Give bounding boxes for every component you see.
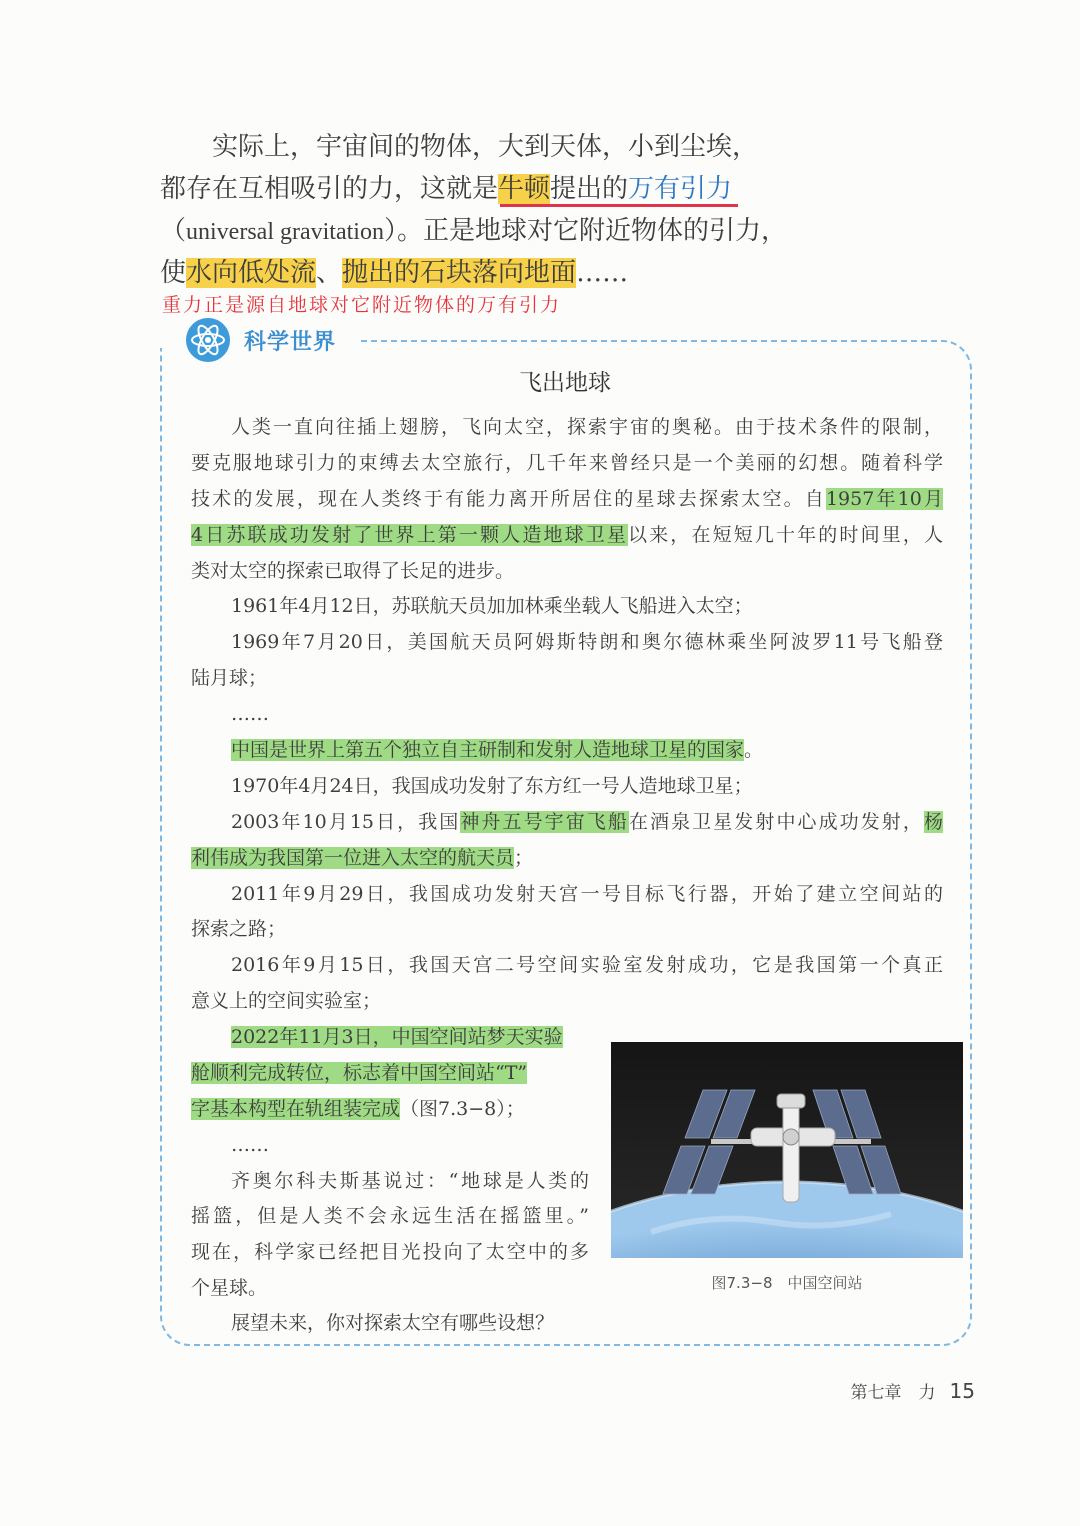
water-flow-highlight: 水向低处流 [186, 258, 317, 288]
quote-line-2: 摇篮，但是人类不会永远生活在摇篮里。” [191, 1205, 589, 1228]
shenzhou-highlight: 神舟五号宇宙飞船 [460, 810, 629, 833]
mengtian-highlight-1: 2022年11月3日，中国空间站梦天实验 [231, 1026, 563, 1048]
china-satellite-end: 。 [744, 739, 764, 762]
ellipsis-2: …… [231, 1133, 269, 1156]
intro-line-4 [160, 252, 760, 294]
p1-line-4-text: 以来，在短短几十年的时间里，人 [628, 523, 943, 546]
sputnik-date-highlight: 1957年10月 [825, 487, 943, 510]
page-number: 15 [949, 1379, 975, 1403]
science-world-label: 科学世界 [244, 329, 337, 355]
yang-highlight: 杨 [923, 810, 943, 833]
red-underline [500, 204, 738, 207]
astronaut-highlight: 利伟成为我国第一位进入太空的航天员 [191, 846, 515, 869]
event-2003-mid: 在酒泉卫星发射中心成功发射， [628, 810, 924, 833]
p1-line-1: 人类一直向往插上翅膀，飞向太空，探索宇宙的奥秘。由于技术条件的限制， [231, 416, 943, 438]
event-2022-line-3 [191, 1092, 589, 1128]
intro-paragraph [160, 126, 787, 294]
intro-line-3 [160, 210, 787, 252]
closing-question: 展望未来，你对探索太空有哪些设想？ [231, 1312, 555, 1334]
article-body [191, 410, 943, 1020]
china-satellite-highlight: 中国是世界上第五个独立自主研制和发射人造地球卫星的国家 [231, 739, 745, 762]
event-1970: 1970年4月24日，我国成功发射了东方红一号人造地球卫星； [231, 774, 753, 797]
event-2003-line-2 [191, 841, 943, 877]
intro-line-3-open: （ [160, 216, 187, 246]
event-2022-line-1 [191, 1020, 589, 1056]
china-satellite-line [191, 733, 943, 769]
figure-reference: （图7.3−8）； [400, 1097, 525, 1120]
newton-highlight: 牛顿 [498, 174, 551, 204]
mengtian-highlight-2: 舱顺利完成转位，标志着中国空间站“T” [191, 1061, 528, 1084]
event-2003-end: ； [514, 846, 534, 869]
intro-line-2-mid: 提出的 [550, 174, 629, 204]
quote-line-4: 个星球。 [191, 1277, 268, 1300]
science-world-header [186, 318, 336, 362]
event-1969-line-1: 1969年7月20日，美国航天员阿姆斯特朗和奥尔德林乘坐阿波罗11号飞船登 [231, 631, 943, 654]
event-2003-line-1 [191, 805, 943, 841]
event-2011-line-1: 2011年9月29日，我国成功发射天宫一号目标飞行器，开始了建立空间站的 [231, 882, 943, 905]
page-footer [851, 1378, 975, 1403]
p1-line-5: 类对太空的探索已取得了长足的进步。 [191, 559, 515, 582]
event-1961: 1961年4月12日，苏联航天员加加林乘坐载人飞船进入太空； [231, 595, 753, 618]
handwritten-note: 重力正是源自地球对它附近物体的万有引力 [162, 294, 562, 316]
intro-line-2-text: 都存在互相吸引的力，这就是 [160, 174, 499, 204]
intro-line-4-end: …… [576, 258, 629, 288]
english-term: universal gravitation [186, 219, 384, 245]
intro-line-4-sep: 、 [316, 258, 343, 288]
quote-line-3: 现在，科学家已经把目光投向了太空中的多 [191, 1241, 589, 1264]
intro-line-3-text: ）。正是地球对它附近物体的引力， [383, 216, 787, 246]
event-1969-line-2: 陆月球； [191, 667, 268, 690]
intro-line-4-start: 使 [160, 258, 187, 288]
article-title: 飞出地球 [519, 370, 611, 396]
p1-line-2: 要克服地球引力的束缚去太空旅行，几千年来曾经只是一个美丽的幻想。随着科学 [191, 451, 943, 474]
p1-line-3 [191, 482, 943, 518]
universal-gravitation-term: 万有引力 [628, 174, 733, 204]
mengtian-highlight-3: 字基本构型在轨组装完成 [191, 1097, 401, 1120]
chapter-title: 第七章 力 [850, 1383, 936, 1403]
p1-line-4 [191, 518, 943, 554]
intro-line-1: 实际上，宇宙间的物体，大到天体，小到尘埃， [212, 132, 759, 162]
event-2022-line-2 [191, 1056, 589, 1092]
event-2003-text: 2003年10月15日，我国 [231, 810, 461, 833]
ellipsis: …… [231, 703, 269, 726]
sputnik-highlight: 4日苏联成功发射了世界上第一颗人造地球卫星 [191, 523, 629, 546]
p1-line-3-text: 技术的发展，现在人类终于有能力离开所居住的星球去探索太空。自 [191, 487, 826, 510]
event-2011-line-2: 探索之路； [191, 918, 287, 941]
figure-caption: 图7.3−8 中国空间站 [711, 1274, 863, 1292]
quote-line-1: 齐奥尔科夫斯基说过：“地球是人类的 [231, 1169, 589, 1192]
stone-fall-highlight: 抛出的石块落向地面 [342, 258, 577, 288]
article-body-narrow [191, 1020, 589, 1307]
event-2016-line-2: 意义上的空间实验室； [191, 990, 382, 1013]
event-2016-line-1: 2016年9月15日，我国天宫二号空间实验室发射成功，它是我国第一个真正 [231, 954, 943, 977]
space-station-photo [611, 1042, 963, 1258]
atom-icon [186, 318, 230, 362]
